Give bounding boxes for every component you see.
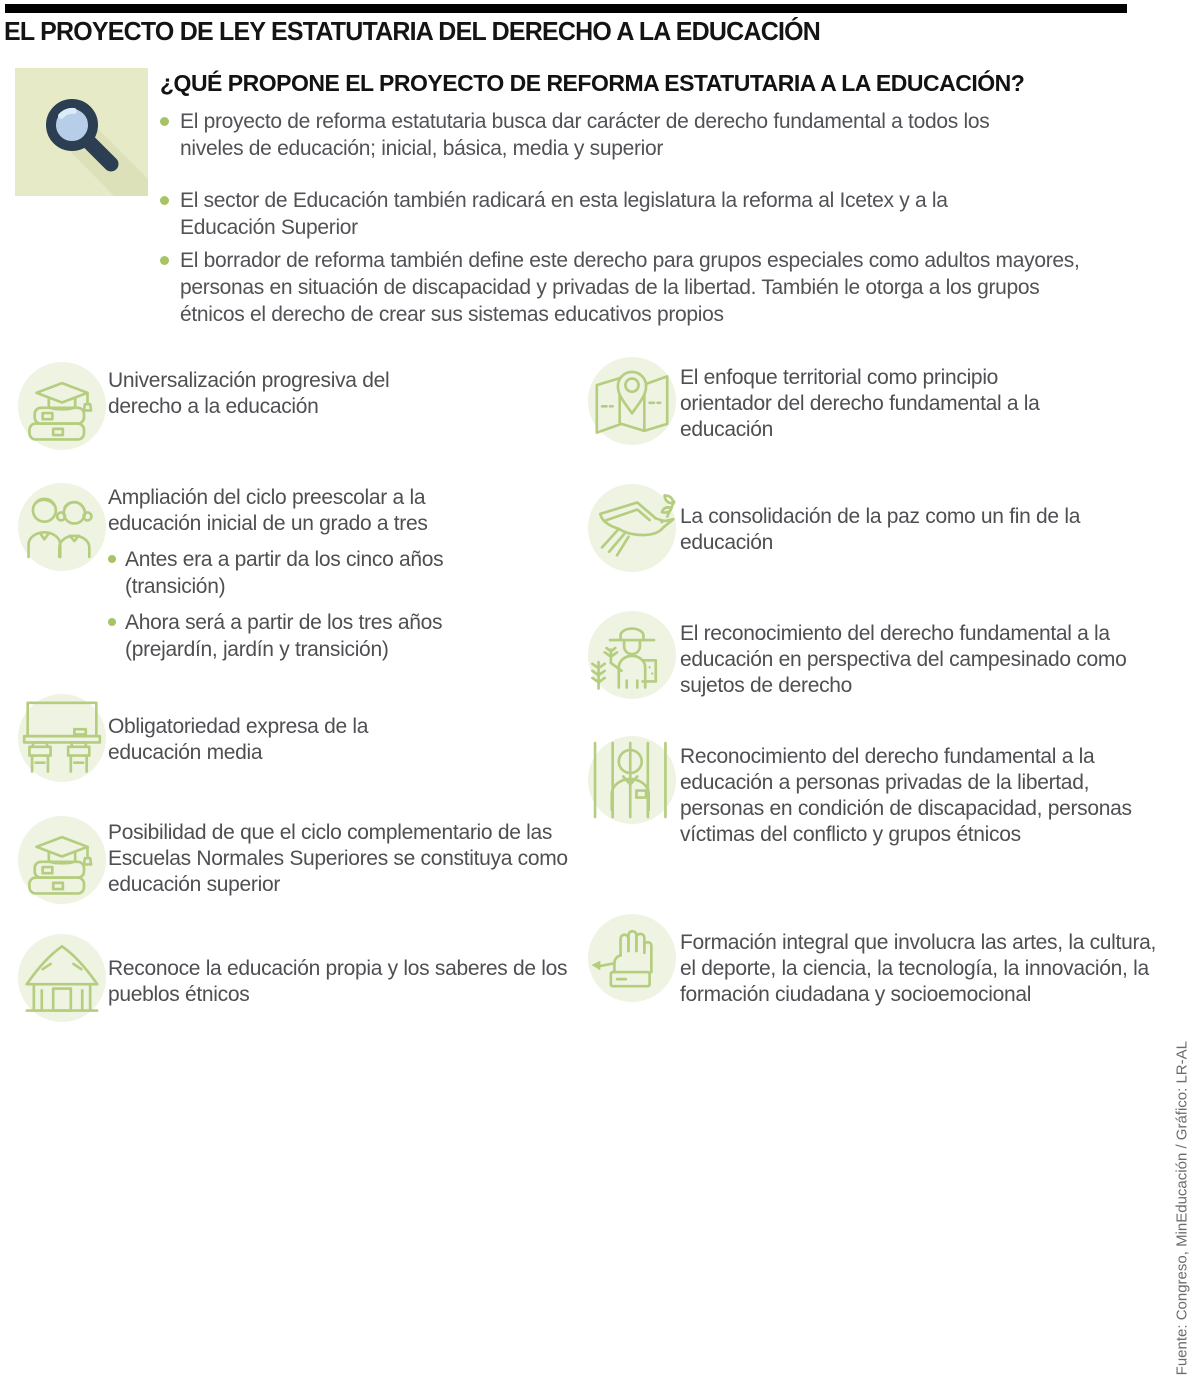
children-icon	[18, 483, 106, 571]
bullet-dot	[160, 256, 169, 265]
item-text: La consolidación de la paz como un fin de la educación	[680, 505, 1081, 554]
bullet-dot	[108, 618, 116, 626]
header-icon-box	[15, 68, 148, 196]
icon-circle	[588, 914, 676, 1002]
header-bullet	[160, 108, 990, 162]
bullet-text: El proyecto de reforma estatutaria busca dar carácter de derecho fundamental a todos los niveles de educación; inicial, básica, media y superior	[180, 110, 990, 160]
icon-circle	[18, 483, 106, 571]
bullet-text: El sector de Educación también radicará en esta legislatura la reforma al Icetex y a la Educación Superior	[180, 189, 948, 239]
bullet-dot	[160, 196, 169, 205]
sub-bullet-text: Ahora será a partir de los tres años (prejardín, jardín y transición)	[125, 611, 443, 661]
item-text: Ampliación del ciclo preescolar a la educación inicial de un grado a tres	[108, 486, 428, 535]
sub-bullet	[108, 546, 508, 600]
icon-circle	[18, 934, 106, 1022]
icon-circle	[588, 357, 676, 445]
icon-circle	[588, 736, 676, 824]
icon-circle	[18, 816, 106, 904]
graduation-books-icon	[18, 362, 106, 450]
fist-brush-icon	[588, 914, 676, 1002]
prisoner-bars-icon	[588, 736, 676, 824]
icon-circle	[588, 611, 676, 699]
icon-circle	[588, 484, 676, 572]
item-text: Reconocimiento del derecho fundamental a la educación a personas privadas de la libertad, personas en condición de discapacidad, personas víctimas del conflicto y grupos étnicos	[680, 745, 1132, 846]
bullet-text: El borrador de reforma también define este derecho para grupos especiales como adultos mayores, personas en situación de discapacidad y privadas de la libertad. También le otorga a los grupos étnicos el derecho de crear sus sistemas educativos propios	[180, 249, 1080, 326]
header-bullet	[160, 187, 1020, 241]
peace-dove-icon	[588, 484, 676, 572]
page-title: EL PROYECTO DE LEY ESTATUTARIA DEL DERECHO A LA EDUCACIÓN	[4, 16, 821, 46]
item-text: Formación integral que involucra las artes, la cultura, el deporte, la ciencia, la tecnología, la innovación, la formación ciudadana y socioemocional	[680, 931, 1157, 1006]
header-question: ¿QUÉ PROPONE EL PROYECTO DE REFORMA ESTATUTARIA A LA EDUCACIÓN?	[160, 70, 1025, 96]
bullet-dot	[160, 117, 169, 126]
header-bullet	[160, 247, 1085, 328]
ethnic-hut-icon	[18, 934, 106, 1022]
top-black-bar	[5, 4, 1127, 13]
bullet-dot	[108, 555, 116, 563]
sub-bullet-text: Antes era a partir da los cinco años (transición)	[125, 548, 444, 598]
icon-circle	[18, 362, 106, 450]
magnifier-icon	[15, 68, 148, 196]
item-text: Obligatoriedad expresa de la educación media	[108, 715, 369, 764]
item-text: Reconoce la educación propia y los saberes de los pueblos étnicos	[108, 957, 568, 1006]
item-text: Universalización progresiva del derecho a la educación	[108, 369, 390, 418]
item-text: El reconocimiento del derecho fundamental a la educación en perspectiva del campesinado como sujetos de derecho	[680, 622, 1127, 697]
item-text: Posibilidad de que el ciclo complementario de las Escuelas Normales Superiores se constituya como educación superior	[108, 821, 568, 896]
map-pin-icon	[588, 357, 676, 445]
graduation-books-icon	[18, 816, 106, 904]
icon-circle	[18, 694, 106, 782]
farmer-icon	[588, 611, 676, 699]
source-credit: Fuente: Congreso, MinEducación / Gráfico: LR-AL	[1173, 1041, 1190, 1375]
item-text: El enfoque territorial como principio orientador del derecho fundamental a la educación	[680, 366, 1040, 441]
sub-bullet	[108, 609, 508, 663]
classroom-icon	[18, 694, 106, 782]
